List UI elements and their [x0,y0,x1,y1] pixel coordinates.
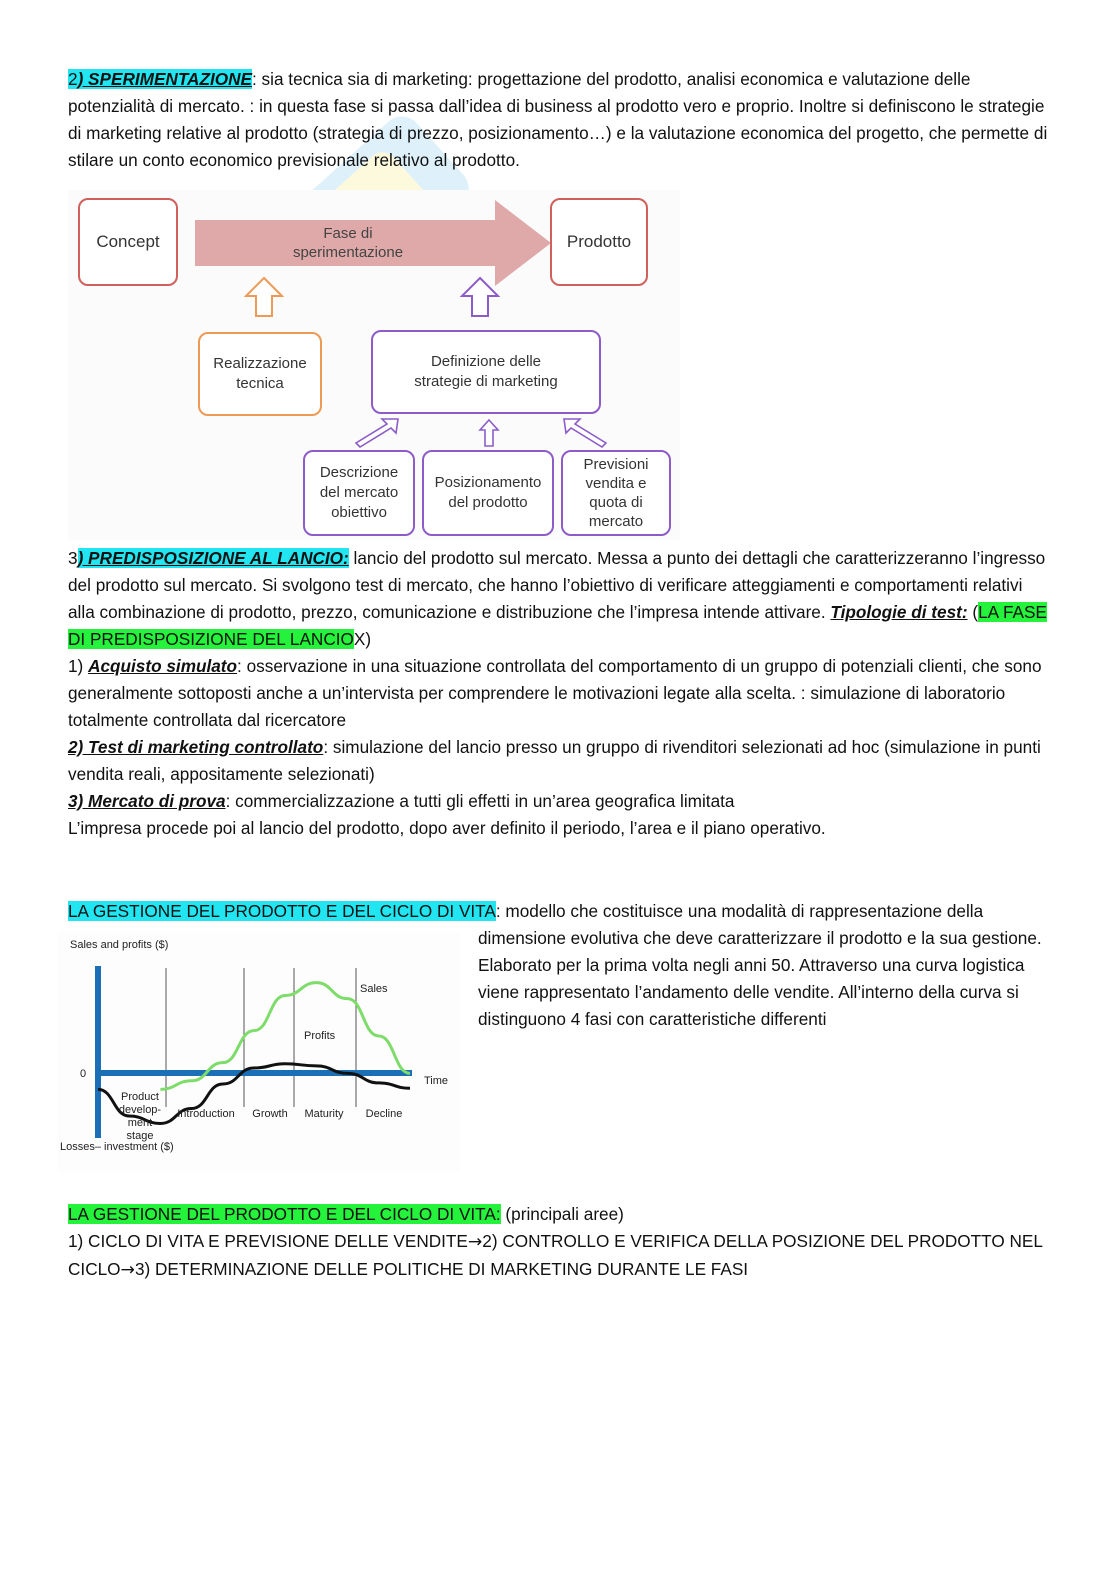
section-body: : sia tecnica sia di marketing: progettazione del prodotto, analisi economica e valutazione delle potenzialità di mercato. : in questa fase si passa dall’idea di business al prodotto vero e proprio. Inoltre si definiscono le strategie di marketing relative al prodotto (strategia di prezzo, posizionamento…) e la valutazione economica del progetto, che permette di stilare un conto economico previsionale relativo al prodotto. [68,69,1048,170]
section-ciclo-vita-heading: LA GESTIONE DEL PRODOTTO E DEL CICLO DI VITA: modello che costituisce una modalità di rappresentazione della [68,901,984,921]
section-number: 2 [68,69,78,89]
section-title: ) SPERIMENTAZIONE [77,69,252,89]
ciclo-vita-heading: LA GESTIONE DEL PRODOTTO E DEL CICLO DI VITA [68,901,496,921]
fase-label: Fase di sperimentazione [292,225,404,261]
diag-arrow-left-icon [352,415,402,449]
series-label-sales: Sales [360,983,388,995]
item-title: 3) Mercato di prova [68,791,226,811]
right-arrow-icon: → [120,1260,135,1280]
y-label-bottom: Losses– investment ($) [60,1141,174,1153]
diag-arrow-right-icon [560,415,610,449]
principali-aree-heading: LA GESTIONE DEL PRODOTTO E DEL CICLO DI VITA: [68,1204,501,1224]
stage-label: Introduction [177,1108,235,1120]
concept-box: Concept [78,198,178,286]
sperimentazione-diagram [68,190,680,540]
ciclo-vita-body: dimensione evolutiva che deve caratterizzare il prodotto e la sua gestione. Elaborato per la prima volta negli anni 50. Attraverso una curva logistica viene rappresentato l’andamento delle vendite. All’interno della curva si distinguono 4 fasi con caratteristiche differenti [478,928,1042,1029]
stage-label: Decline [365,1108,403,1120]
posizionamento-box: Posizionamento del prodotto [422,450,554,536]
definizione-box: Definizione delle strategie di marketing [371,330,601,414]
right-arrow-icon: → [467,1232,483,1252]
previsioni-box: Previsioni vendita e quota di mercato [561,450,671,536]
section-predisposizione: 3) PREDISPOSIZIONE AL LANCIO: lancio del prodotto sul mercato. Messa a punto dei dettagli che caratterizzeranno l’ingresso del prodotto sul mercato. Si svolgono test di mercato, che hanno l’obiettivo di verificare atteggiamenti e comportamenti relativi alla combinazione di prodotto, prezzo, comunicazione e distribuzione che l’impresa intende attivare. Tipologie di test: (LA FASE DI PREDISPOSIZIONE DEL LANCIOX) 1) Acquisto simulato: osservazione in una situazione controllata del comportamento di un gruppo di potenziali clienti, che sono generalmente sottoposti anche a un’intervista per comprendere le motivazioni legate alla scelta. : simulazione di laboratorio totalmente controllata dal ricercatore 2) Test di marketing controllato: simulazione del lancio presso un gruppo di rivenditori selezionati ad hoc (simulazione in punti vendita reali, appositamente selezionati) 3) Mercato di prova: commercializzazione a tutti gli effetti in un’area geografica limitata L’impresa procede poi al lancio del prodotto, dopo aver definito il periodo, l’area e il piano operativo. [68,548,1047,838]
realizzazione-box: Realizzazione tecnica [198,332,322,416]
item-title: 2) Test di marketing controllato [68,737,324,757]
small-up-arrow-icon [478,418,500,448]
stage-label: Maturity [304,1108,344,1120]
closing-text: L’impresa procede poi al lancio del prodotto, dopo aver definito il periodo, l’area e il piano operativo. [68,818,826,838]
up-arrow-orange-icon [244,276,284,318]
stage-label: Growth [252,1108,288,1120]
stage-label: Product develop-ment stage [118,1091,162,1142]
y-label-top: Sales and profits ($) [70,939,169,951]
up-arrow-purple-icon [460,276,500,318]
section-title: ) PREDISPOSIZIONE AL LANCIO: [77,548,349,568]
product-life-cycle-chart [58,932,460,1172]
section-number: 3 [68,548,78,568]
section-sperimentazione [68,66,1048,174]
predisposizione-highlight: LA FASE DI PREDISPOSIZIONE DEL LANCIO [68,602,1047,649]
item-title: Acquisto simulato [88,656,238,676]
prodotto-box: Prodotto [550,198,648,286]
tipologie-label: Tipologie di test: [830,602,968,622]
series-label-profits: Profits [304,1030,336,1042]
section-principali-aree: LA GESTIONE DEL PRODOTTO E DEL CICLO DI VITA: (principali aree) 1) CICLO DI VITA E PREVISIONE DELLE VENDITE→2) CONTROLLO E VERIFICA DELLA POSIZIONE DEL PRODOTTO NEL CICLO→3) DETERMINAZIONE DELLE POLITICHE DI MARKETING DURANTE LE FASI [68,1204,1043,1280]
zero-label: 0 [80,1068,87,1080]
x-label-time: Time [424,1075,449,1087]
descrizione-box: Descrizione del mercato obiettivo [303,450,415,536]
section-body: lancio del prodotto sul mercato. Messa a punto dei dettagli che caratterizzeranno l’ingresso del prodotto sul mercato. Si svolgono test di mercato, che hanno l’obiettivo di verificare atteggiamenti e comportamenti relativi alla combinazione di prodotto, prezzo, comunicazione e distribuzione che l’impresa intende attivare. [68,548,1046,622]
